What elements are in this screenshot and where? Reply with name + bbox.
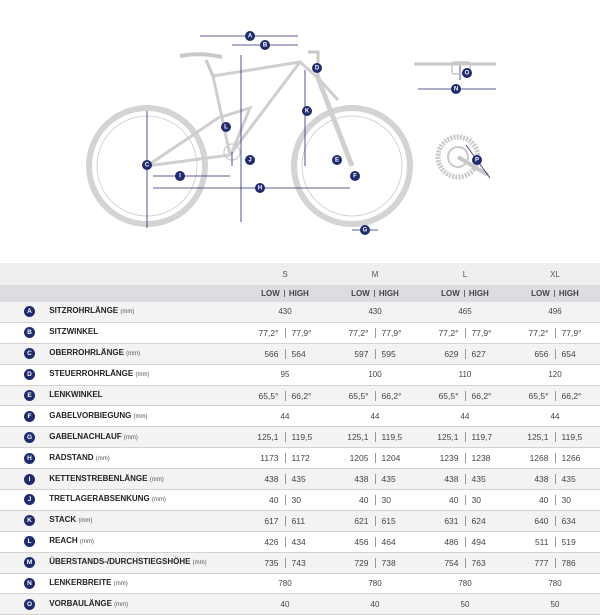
low-value: 631 [444, 515, 459, 526]
low-value: 729 [354, 557, 369, 568]
low-value: 1173 [260, 453, 279, 464]
table-row [0, 343, 600, 364]
table-row [0, 594, 600, 615]
low-label: LOW [441, 289, 460, 298]
high-value: 435 [381, 474, 396, 485]
high-value: 634 [561, 515, 576, 526]
value: 465 [420, 302, 510, 322]
svg-text:C: C [144, 162, 150, 169]
svg-text:E: E [334, 157, 340, 164]
seatpost [206, 60, 213, 76]
parameter-name: RADSTAND [49, 452, 94, 462]
saddle [180, 54, 222, 57]
unit-label: (mm) [113, 581, 128, 588]
parameter-name: LENKWINKEL [49, 390, 103, 399]
high-label: HIGH [468, 289, 489, 298]
table-row [0, 322, 600, 343]
parameter-name: VORBAULÄNGE [49, 598, 112, 608]
table-row [0, 427, 600, 448]
low-value: 640 [534, 515, 549, 526]
low-value: 77,2° [258, 327, 279, 338]
value: 430 [240, 302, 330, 322]
svg-text:J: J [248, 157, 252, 164]
high-value: 564 [291, 348, 306, 359]
high-value: 30 [381, 494, 391, 505]
low-value: 65,5° [528, 390, 549, 401]
high-value: 119,5 [561, 432, 583, 443]
low-value: 566 [264, 348, 279, 359]
high-value: 435 [561, 474, 576, 485]
marker-j [245, 155, 255, 165]
high-value: 435 [471, 474, 486, 485]
low-value: 1239 [439, 453, 459, 464]
value: 44 [420, 406, 510, 427]
table-row [0, 448, 600, 469]
low-value: 125,1 [527, 432, 549, 443]
low-value: 65,5° [438, 390, 459, 401]
size-header-xl: XL [510, 263, 600, 285]
row-letter-badge: K [24, 515, 35, 526]
value: 120 [510, 364, 600, 385]
parameter-name: OBERROHRLÄNGE [49, 348, 124, 358]
high-value: 595 [381, 348, 396, 359]
marker-n [451, 84, 461, 94]
low-value: 40 [539, 494, 549, 505]
high-value: 434 [291, 536, 306, 547]
parameter-name: KETTENSTREBENLÄNGE [49, 473, 148, 483]
marker-g [360, 225, 370, 235]
table-row [0, 302, 600, 322]
high-value: 786 [561, 557, 576, 568]
low-value: 597 [354, 348, 369, 359]
low-value: 754 [444, 557, 459, 568]
low-value: 40 [269, 494, 279, 505]
row-letter-badge: N [24, 578, 35, 589]
row-letter-badge: L [24, 536, 35, 547]
marker-i [175, 171, 185, 181]
parameter-name: ÜBERSTANDS-/DURCHSTIEGSHÖHE [49, 557, 191, 567]
svg-text:N: N [453, 86, 459, 93]
low-value: 1205 [349, 453, 369, 464]
size-header-s: S [240, 263, 330, 285]
low-value: 621 [354, 515, 369, 526]
row-letter-badge: O [24, 599, 35, 610]
low-value: 656 [534, 348, 549, 359]
row-letter-badge: G [24, 432, 35, 443]
low-value: 77,2° [528, 327, 549, 338]
parameter-name: LENKERBREITE [49, 578, 112, 588]
row-letter-badge: D [24, 369, 35, 380]
low-value: 65,5° [348, 390, 369, 401]
table-row [0, 490, 600, 511]
value: 780 [330, 573, 420, 594]
table-row [0, 573, 600, 594]
svg-text:H: H [257, 185, 263, 192]
low-high-header-row [0, 285, 600, 302]
row-letter-badge: F [24, 411, 35, 422]
low-value: 125,1 [347, 432, 369, 443]
unit-label: (mm) [79, 539, 94, 546]
handlebar-top-view [414, 62, 496, 77]
low-value: 426 [264, 536, 279, 547]
high-label: HIGH [288, 289, 309, 298]
low-value: 438 [264, 474, 279, 485]
row-letter-badge: B [24, 327, 35, 338]
low-value: 486 [444, 536, 459, 547]
value: 430 [330, 302, 420, 322]
high-value: 1238 [471, 453, 491, 464]
high-value: 615 [381, 515, 396, 526]
high-value: 1172 [291, 453, 310, 464]
low-value: 777 [534, 557, 549, 568]
high-value: 627 [471, 348, 486, 359]
value: 44 [330, 406, 420, 427]
high-value: 66,2° [381, 390, 402, 401]
bike-drawing [89, 52, 410, 224]
high-value: 77,9° [291, 327, 312, 338]
low-value: 40 [359, 494, 369, 505]
marker-b [260, 40, 270, 50]
unit-label: (mm) [149, 476, 164, 483]
parameter-name: GABELNACHLAUF [49, 431, 122, 441]
value: 44 [240, 406, 330, 427]
high-value: 519 [561, 536, 576, 547]
high-value: 77,9° [471, 327, 492, 338]
value: 780 [510, 573, 600, 594]
low-label: LOW [351, 289, 370, 298]
marker-l [221, 122, 231, 132]
value: 496 [510, 302, 600, 322]
value: 100 [330, 364, 420, 385]
marker-d [312, 63, 322, 73]
table-row [0, 385, 600, 406]
high-value: 654 [561, 348, 576, 359]
low-value: 77,2° [438, 327, 459, 338]
low-value: 438 [534, 474, 549, 485]
high-value: 763 [471, 557, 486, 568]
unit-label: (mm) [126, 351, 141, 358]
value: 50 [510, 594, 600, 615]
marker-e [332, 155, 342, 165]
high-value: 119,5 [381, 432, 403, 443]
value: 40 [240, 594, 330, 615]
marker-k [302, 106, 312, 116]
high-value: 624 [471, 515, 486, 526]
parameter-name: STACK [49, 515, 77, 525]
svg-text:L: L [224, 124, 228, 131]
value: 110 [420, 364, 510, 385]
parameter-name: REACH [49, 536, 78, 546]
geometry-table [0, 263, 600, 615]
low-value: 1268 [529, 453, 549, 464]
high-value: 119,7 [471, 432, 493, 443]
low-value: 456 [354, 536, 369, 547]
low-value: 125,1 [257, 432, 279, 443]
table-row [0, 469, 600, 490]
bike-geometry-diagram [0, 0, 600, 262]
marker-o [462, 68, 472, 78]
high-value: 119,5 [291, 432, 313, 443]
table-row [0, 552, 600, 573]
low-value: 438 [354, 474, 369, 485]
svg-text:A: A [247, 33, 253, 40]
low-value: 40 [449, 494, 459, 505]
svg-text:B: B [262, 42, 268, 49]
unit-label: (mm) [95, 455, 110, 462]
parameter-name: SITZWINKEL [49, 327, 99, 337]
table-row [0, 406, 600, 427]
size-header-row [0, 263, 600, 285]
parameter-name: STEUERROHRLÄNGE [49, 369, 134, 379]
svg-text:O: O [464, 70, 470, 77]
value: 40 [330, 594, 420, 615]
low-label: LOW [531, 289, 550, 298]
high-value: 1204 [381, 453, 401, 464]
low-value: 735 [264, 557, 279, 568]
marker-c [142, 160, 152, 170]
high-value: 77,9° [561, 327, 582, 338]
table-row [0, 531, 600, 552]
row-letter-badge: A [24, 306, 35, 317]
high-value: 743 [291, 557, 306, 568]
svg-text:G: G [362, 227, 368, 234]
high-value: 435 [291, 474, 306, 485]
parameter-name: SITZROHRLÄNGE [49, 306, 119, 316]
unit-label: (mm) [135, 372, 150, 379]
high-label: HIGH [558, 289, 579, 298]
size-header-l: L [420, 263, 510, 285]
high-value: 738 [381, 557, 396, 568]
table-row [0, 510, 600, 531]
high-label: HIGH [378, 289, 399, 298]
row-letter-badge: I [24, 474, 35, 485]
marker-f [350, 171, 360, 181]
high-value: 30 [561, 494, 571, 505]
marker-a [245, 31, 255, 41]
high-value: 66,2° [561, 390, 582, 401]
svg-text:I: I [179, 173, 181, 180]
unit-label: (mm) [114, 601, 129, 608]
table-row [0, 364, 600, 385]
marker-h [255, 183, 265, 193]
unit-label: (mm) [151, 497, 166, 504]
high-value: 66,2° [471, 390, 492, 401]
unit-label: (mm) [78, 518, 93, 525]
low-value: 617 [264, 515, 279, 526]
value: 780 [240, 573, 330, 594]
low-label: LOW [261, 289, 280, 298]
parameter-name: TRETLAGERABSENKUNG [49, 494, 150, 504]
value: 50 [420, 594, 510, 615]
row-letter-badge: H [24, 453, 35, 464]
high-value: 611 [291, 515, 306, 526]
high-value: 30 [291, 494, 301, 505]
value: 780 [420, 573, 510, 594]
svg-text:F: F [353, 173, 357, 180]
parameter-name: GABELVORBIEGUNG [49, 410, 132, 420]
high-value: 30 [471, 494, 481, 505]
row-letter-badge: M [24, 557, 35, 568]
value: 95 [240, 364, 330, 385]
low-value: 65,5° [258, 390, 279, 401]
low-value: 438 [444, 474, 459, 485]
marker-p [472, 155, 482, 165]
svg-text:P: P [474, 157, 480, 164]
low-value: 77,2° [348, 327, 369, 338]
high-value: 464 [381, 536, 396, 547]
size-header-m: M [330, 263, 420, 285]
unit-label: (mm) [133, 413, 148, 420]
unit-label: (mm) [120, 309, 135, 316]
low-value: 125,1 [437, 432, 459, 443]
row-letter-badge: E [24, 390, 35, 401]
unit-label: (mm) [192, 560, 207, 567]
svg-text:D: D [314, 65, 320, 72]
row-letter-badge: J [24, 494, 35, 505]
row-letter-badge: C [24, 348, 35, 359]
low-value: 511 [534, 536, 549, 547]
svg-text:K: K [304, 108, 310, 115]
value: 44 [510, 406, 600, 427]
high-value: 1266 [561, 453, 581, 464]
high-value: 66,2° [291, 390, 312, 401]
high-value: 77,9° [381, 327, 402, 338]
high-value: 494 [471, 536, 486, 547]
low-value: 629 [444, 348, 459, 359]
unit-label: (mm) [123, 434, 138, 441]
fork [318, 78, 352, 166]
